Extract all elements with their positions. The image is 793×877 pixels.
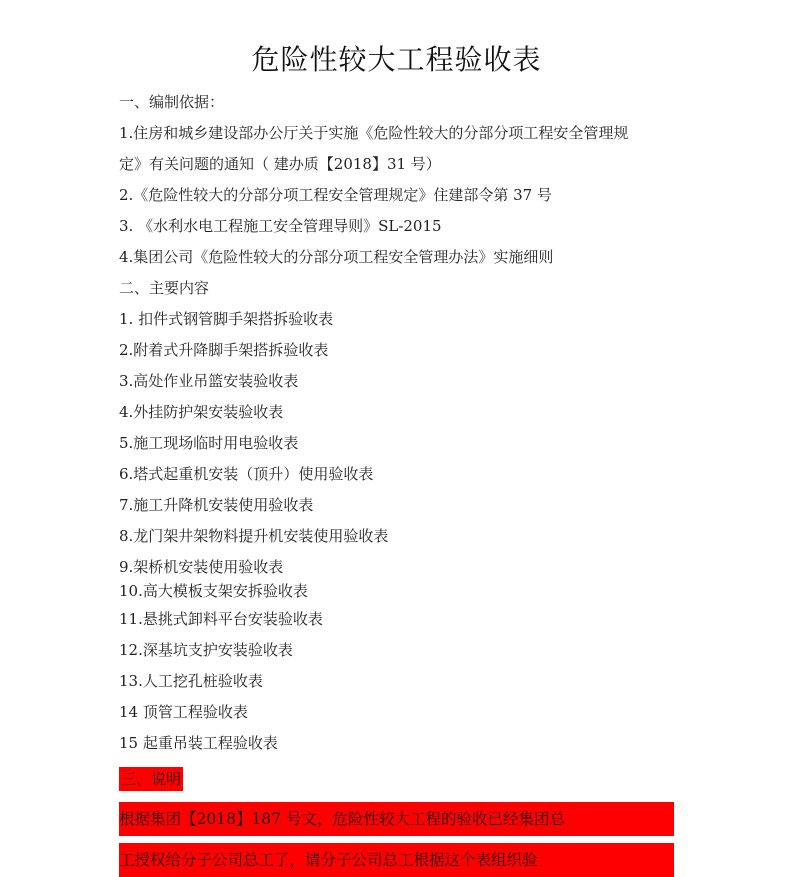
- reference-item: 1.住房和城乡建设部办公厅关于实施《危险性较大的分部分项工程安全管理规: [119, 124, 629, 142]
- content-item: 12.深基坑支护安装验收表: [119, 641, 293, 659]
- content-item: 6.塔式起重机安装（顶升）使用验收表: [119, 465, 374, 483]
- content-item: 1. 扣件式钢管脚手架搭拆验收表: [119, 310, 334, 328]
- note-line: 工授权给分子公司总工了，请分子公司总工根据这个表组织验: [119, 843, 674, 877]
- content-item: 4.外挂防护架安装验收表: [119, 403, 284, 421]
- content-item: 14 顶管工程验收表: [119, 703, 248, 721]
- content-item: 13.人工挖孔桩验收表: [119, 672, 263, 690]
- content-item: 5.施工现场临时用电验收表: [119, 434, 299, 452]
- page-title: 危险性较大工程验收表: [251, 43, 542, 76]
- content-item: 3.高处作业吊篮安装验收表: [119, 372, 299, 390]
- content-item: 9.架桥机安装使用验收表: [119, 558, 284, 576]
- reference-item: 4.集团公司《危险性较大的分部分项工程安全管理办法》实施细则: [119, 248, 554, 266]
- section1-heading: 一、编制依据：: [119, 93, 225, 111]
- content-item: 8.龙门架井架物料提升机安装使用验收表: [119, 527, 389, 545]
- section3-heading-wrap: [119, 766, 183, 792]
- content-item: 15 起重吊装工程验收表: [119, 734, 278, 752]
- content-item: 10.高大模板支架安拆验收表: [119, 582, 308, 600]
- reference-item: 2.《危险性较大的分部分项工程安全管理规定》住建部令第 37 号: [119, 186, 552, 204]
- note-line: 根据集团【2018】187 号文，危险性较大工程的验收已经集团总: [119, 802, 674, 836]
- content-item: 7.施工升降机安装使用验收表: [119, 496, 314, 514]
- content-item: 11.悬挑式卸料平台安装验收表: [119, 610, 323, 628]
- content-item: 2.附着式升降脚手架搭拆验收表: [119, 341, 329, 359]
- reference-item: 3. 《水利水电工程施工安全管理导则》SL-2015: [119, 217, 442, 235]
- section3-heading: 三、说明: [119, 767, 183, 791]
- reference-item: 定》有关问题的通知（ 建办质【2018】31 号）: [119, 155, 441, 173]
- section2-heading: 二、主要内容: [119, 279, 210, 297]
